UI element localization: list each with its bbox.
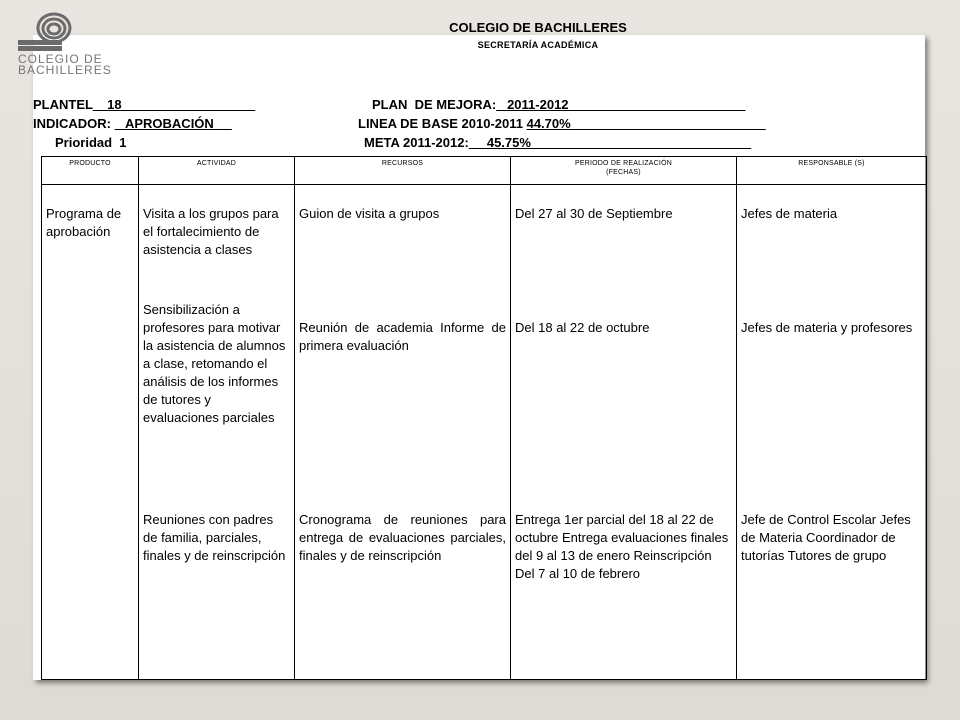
cell-periodo: [511, 185, 737, 680]
logo-text-line-2: BACHILLERES: [18, 63, 112, 77]
header-actividad: ACTIVIDAD: [139, 157, 295, 185]
header-periodo-sub: (FECHAS): [606, 169, 641, 176]
plan-line: [372, 97, 746, 112]
colegio-logo: [14, 8, 132, 76]
cell-recursos: [295, 185, 511, 680]
periodo-item: Del 27 al 30 de Septiembre: [515, 206, 673, 221]
header-producto: PRODUCTO: [42, 157, 139, 185]
page-title: COLEGIO DE BACHILLERES: [449, 20, 627, 35]
prioridad-text: Prioridad 1: [55, 135, 127, 150]
meta-label: META 2011-2012:: [364, 135, 469, 150]
recursos-item: Reunión de academia Informe de primera evaluación: [299, 320, 506, 353]
meta-line: [364, 135, 751, 150]
actividad-item: Visita a los grupos para el fortalecimiento de asistencia a clases: [143, 206, 279, 257]
table-header-row: [42, 157, 927, 185]
page-subtitle: SECRETARÍA ACADÉMICA: [477, 40, 599, 50]
linea-base-line: [358, 116, 766, 131]
plan-value: 2011-2012: [507, 97, 569, 112]
periodo-item: Entrega 1er parcial del 18 al 22 de octubre Entrega evaluaciones finales del 9 al 13 de enero Reinscripción Del 7 al 10 de febrero: [515, 512, 729, 581]
recursos-item: Guion de visita a grupos: [299, 206, 440, 221]
meta-value: 45.75%: [486, 135, 531, 150]
linea-value: 44.70%: [526, 116, 571, 131]
indicador-value: APROBACIÓN: [124, 116, 214, 131]
producto-text: Programa de aprobación: [46, 206, 122, 239]
spiral-logo-icon: [14, 8, 132, 54]
responsable-item: Jefes de materia y profesores: [741, 320, 913, 335]
plan-table: [41, 156, 927, 680]
responsable-item: Jefes de materia: [741, 206, 838, 221]
cell-actividad: [139, 185, 295, 680]
indicador-line: [33, 116, 232, 131]
linea-label: LINEA DE BASE 2010-2011: [358, 116, 527, 131]
responsable-item: Jefe de Control Escolar Jefes de Materia Coordinador de tutorías Tutores de grupo: [741, 512, 911, 563]
table-row: [42, 185, 927, 680]
header-periodo-label: PERIODO DE REALIZACIÓN: [575, 160, 672, 167]
indicador-label: INDICADOR:: [33, 116, 115, 131]
actividad-item: Sensibilización a profesores para motivar la asistencia de alumnos a clase, retomando el análisis de los informes de tutores y evaluaciones parciales: [143, 302, 286, 425]
plan-label: PLAN DE MEJORA:: [372, 97, 497, 112]
logo-text-line-1: COLEGIO DE: [18, 52, 103, 66]
plantel-value: 18: [107, 97, 122, 112]
header-responsable: RESPONSABLE (S): [737, 157, 927, 185]
plantel-line: [33, 97, 255, 112]
periodo-item: Del 18 al 22 de octubre: [515, 320, 650, 335]
recursos-item: Cronograma de reuniones para entrega de evaluaciones parciales, finales y de reinscripción: [299, 512, 506, 563]
cell-producto: [42, 185, 139, 680]
header-periodo: [511, 157, 737, 185]
plantel-label: PLANTEL: [33, 97, 93, 112]
actividad-item: Reuniones con padres de familia, parciales, finales y de reinscripción: [143, 512, 286, 563]
cell-responsable: [737, 185, 927, 680]
header-recursos: RECURSOS: [295, 157, 511, 185]
